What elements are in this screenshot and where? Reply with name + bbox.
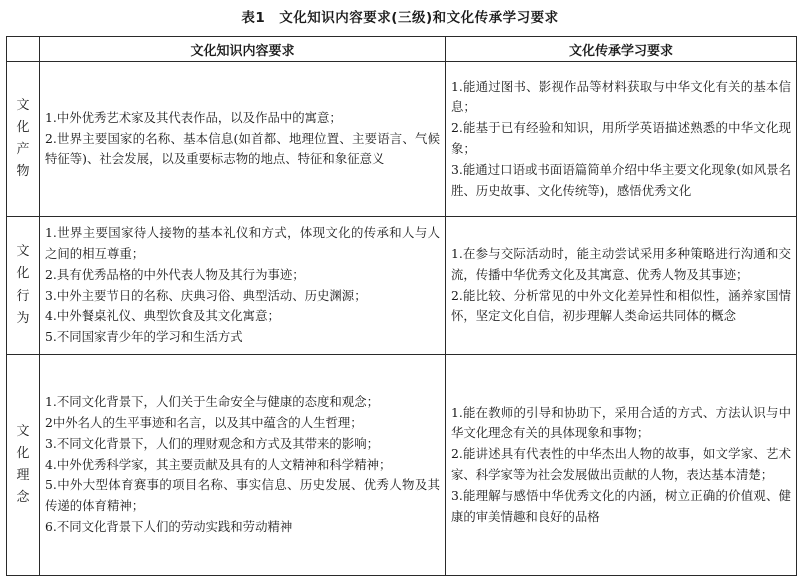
list-item: 5.不同国家青少年的学习和生活方式 — [45, 329, 243, 345]
list-item: 2.具有优秀品格的中外代表人物及其行为事迹； — [45, 266, 305, 282]
list-item: 1.能在教师的引导和协助下，采用合适的方式、方法认识与中华文化理念有关的具体现象和事物； — [451, 404, 791, 441]
list-item: 2.能比较、分析常见的中外文化差异性和相似性，涵养家国情怀，坚定文化自信，初步理解人类命运共同体的概念 — [451, 287, 791, 324]
header-learning: 文化传承学习要求 — [446, 37, 797, 62]
list-item: 4.中外优秀科学家，其主要贡献及具有的人文精神和科学精神； — [45, 456, 392, 472]
list-item: 3.中外主要节日的名称、庆典习俗、典型活动、历史渊源； — [45, 287, 367, 303]
list-item: 2.能基于已有经验和知识，用所学英语描述熟悉的中华文化现象； — [451, 120, 791, 156]
table-row — [7, 62, 797, 217]
list-item: 1.在参与交际活动时，能主动尝试采用多种策略进行沟通和交流，传播中华优秀文化及其寓意、优秀人物及其事迹； — [451, 245, 791, 282]
list-item: 3.不同文化背景下，人们的理财观念和方式及其带来的影响； — [45, 435, 379, 451]
list-item: 4.中外餐桌礼仪、典型饮食及其文化寓意； — [45, 308, 280, 324]
header-knowledge: 文化知识内容要求 — [40, 37, 446, 62]
list-item: 3.能理解与感悟中华优秀文化的内涵，树立正确的价值观、健康的审美情趣和良好的品格 — [451, 487, 791, 524]
culture-requirements-table — [6, 36, 797, 576]
table-row — [7, 355, 797, 576]
list-item: 2中外名人的生平事迹和名言，以及其中蕴含的人生哲理； — [45, 414, 363, 430]
list-item: 3.能通过口语或书面语篇简单介绍中华主要文化现象(如风景名胜、历史故事、文化传统等)，感悟优秀文化 — [451, 161, 791, 198]
list-item: 1.中外优秀艺术家及其代表作品，以及作品中的寓意； — [45, 109, 342, 125]
table-title: 文化知识内容要求(三级)和文化传承学习要求 — [279, 10, 559, 26]
table-caption — [0, 6, 800, 26]
list-item: 1.世界主要国家待人接物的基本礼仪和方式，体现文化的传承和人与人之间的相互尊重； — [45, 225, 440, 261]
learning-cell — [446, 62, 797, 217]
table-row — [7, 217, 797, 355]
list-item: 1.能通过图书、影视作品等材料获取与中华文化有关的基本信息； — [451, 78, 791, 115]
table-number: 表1 — [241, 10, 266, 26]
list-item: 5.中外大型体育赛事的项目名称、事实信息、历史发展、优秀人物及其传递的体育精神； — [45, 477, 440, 514]
row-category-cultural-behavior: 文 化 行 为 — [7, 217, 40, 355]
list-item: 2.世界主要国家的名称、基本信息(如首都、地理位置、主要语言、气候特征等)、社会发展，以及重要标志物的地点、特征和象征意义 — [45, 130, 440, 167]
list-item: 2.能讲述具有代表性的中华杰出人物的故事，如文学家、艺术家、科学家等为社会发展做出贡献的人物，表达基本清楚； — [451, 446, 791, 482]
row-category-cultural-products: 文 化 产 物 — [7, 62, 40, 217]
learning-cell — [446, 217, 797, 355]
header-corner — [7, 37, 40, 62]
list-item: 6.不同文化背景下人们的劳动实践和劳动精神 — [45, 519, 293, 535]
row-category-cultural-concepts: 文 化 理 念 — [7, 355, 40, 576]
knowledge-cell — [40, 355, 446, 576]
header-row — [7, 37, 797, 62]
learning-cell — [446, 355, 797, 576]
knowledge-cell — [40, 62, 446, 217]
list-item: 1.不同文化背景下，人们关于生命安全与健康的态度和观念； — [45, 394, 379, 410]
knowledge-cell — [40, 217, 446, 355]
